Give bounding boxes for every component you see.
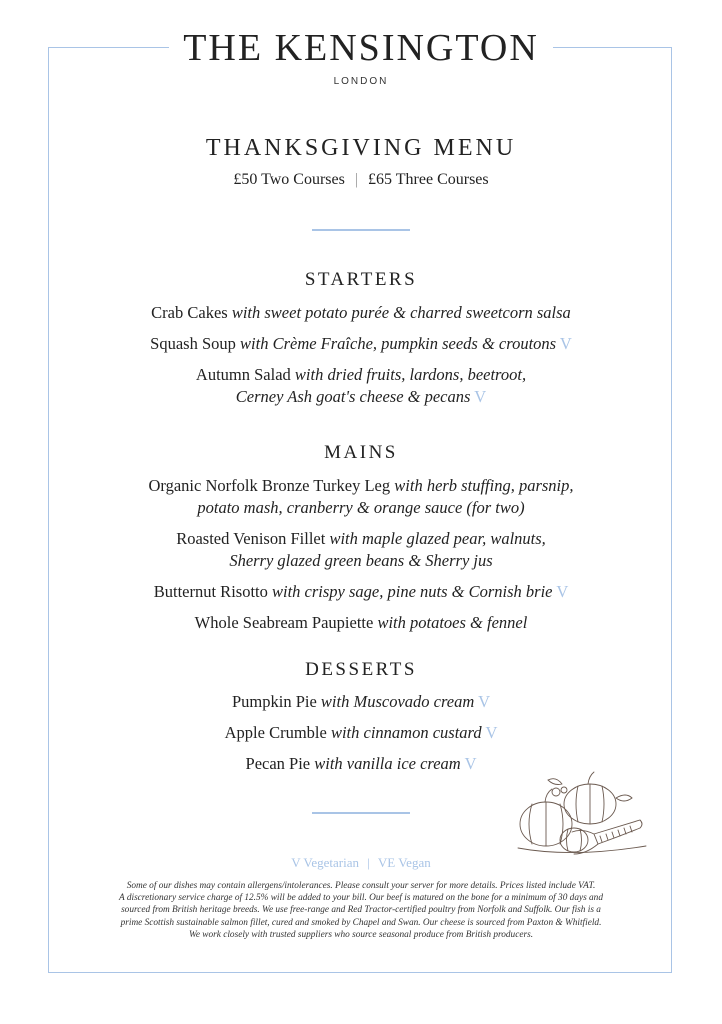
pumpkin-illustration-icon bbox=[512, 762, 652, 862]
dietary-legend bbox=[0, 855, 722, 871]
dish-description-line2: Sherry glazed green beans & Sherry jus bbox=[229, 551, 493, 570]
legend-vegan: VE Vegan bbox=[377, 855, 431, 870]
vegetarian-tag: V bbox=[559, 334, 572, 353]
dish-starter-3 bbox=[0, 364, 722, 408]
vegetarian-tag: V bbox=[474, 387, 487, 406]
brand-name: THE KENSINGTON bbox=[169, 24, 553, 72]
dish-dessert-2 bbox=[0, 722, 722, 744]
dish-dessert-1 bbox=[0, 691, 722, 713]
dish-name: Squash Soup bbox=[150, 334, 236, 353]
dish-description: with maple glazed pear, walnuts, bbox=[329, 529, 546, 548]
vegetarian-tag: V bbox=[556, 582, 569, 601]
dish-name: Butternut Risotto bbox=[153, 582, 268, 601]
dish-description: with Muscovado cream bbox=[320, 692, 475, 711]
dish-description: with cinnamon custard bbox=[330, 723, 482, 742]
vegetarian-tag: V bbox=[464, 754, 477, 773]
dish-main-2 bbox=[0, 528, 722, 572]
legend-separator: | bbox=[367, 855, 370, 870]
brand-city: LONDON bbox=[333, 76, 389, 87]
dish-description: with herb stuffing, parsnip, bbox=[394, 476, 574, 495]
divider-bottom bbox=[312, 812, 410, 814]
divider-top bbox=[312, 229, 410, 231]
section-title-desserts: DESSERTS bbox=[305, 659, 417, 680]
note-line: A discretionary service charge of 12.5% will be added to your bill. Our beef is matured on the bone for a minimum of 30 days and bbox=[119, 893, 603, 904]
vegetarian-tag: V bbox=[485, 723, 498, 742]
dish-description: with sweet potato purée & charred sweetcorn salsa bbox=[231, 303, 571, 322]
note-line: We work closely with trusted suppliers who source seasonal produce from British producers. bbox=[188, 929, 534, 940]
vegetarian-tag: V bbox=[478, 692, 491, 711]
section-title-starters: STARTERS bbox=[304, 269, 418, 290]
price-two-courses: £50 Two Courses bbox=[233, 171, 345, 188]
dish-description: with dried fruits, lardons, beetroot, bbox=[294, 365, 527, 384]
dish-name: Pumpkin Pie bbox=[231, 692, 317, 711]
note-line: Some of our dishes may contain allergens/intolerances. Please consult your server for more details. Prices listed include VAT. bbox=[126, 881, 596, 891]
dish-starter-2 bbox=[0, 333, 722, 355]
dish-description-line2: potato mash, cranberry & orange sauce (for two) bbox=[197, 498, 525, 517]
dish-description: with Crème Fraîche, pumpkin seeds & croutons bbox=[240, 334, 557, 353]
dish-name: Autumn Salad bbox=[195, 365, 291, 384]
menu-prices bbox=[0, 171, 722, 189]
brand-header bbox=[0, 24, 722, 72]
dish-description-line2: Cerney Ash goat's cheese & pecans bbox=[235, 387, 471, 406]
dish-main-3 bbox=[0, 581, 722, 603]
dish-name: Roasted Venison Fillet bbox=[176, 529, 326, 548]
dish-description: with crispy sage, pine nuts & Cornish brie bbox=[272, 582, 553, 601]
dish-name: Organic Norfolk Bronze Turkey Leg bbox=[148, 476, 391, 495]
legend-vegetarian: V Vegetarian bbox=[291, 855, 360, 870]
dish-name: Apple Crumble bbox=[224, 723, 327, 742]
dish-description: with potatoes & fennel bbox=[377, 613, 528, 632]
menu-title: THANKSGIVING MENU bbox=[205, 135, 517, 161]
section-title-mains: MAINS bbox=[324, 442, 398, 463]
dish-name: Whole Seabream Paupiette bbox=[194, 613, 374, 632]
dish-main-4 bbox=[0, 612, 722, 634]
price-three-courses: £65 Three Courses bbox=[368, 171, 489, 188]
dish-name: Crab Cakes bbox=[151, 303, 228, 322]
dish-name: Pecan Pie bbox=[245, 754, 311, 773]
price-separator: | bbox=[354, 171, 359, 188]
dish-main-1 bbox=[0, 475, 722, 519]
note-line: sourced from British heritage breeds. We use free-range and Red Tractor-certified poultry from Norfolk and Suffolk. Our fish is a bbox=[121, 905, 601, 916]
note-line: prime Scottish sustainable salmon fillet, cured and smoked by Chapel and Swan. Our cheese is sourced from Paxton & Whitfield. bbox=[120, 917, 602, 928]
dish-starter-1 bbox=[0, 302, 722, 324]
dish-description: with vanilla ice cream bbox=[314, 754, 461, 773]
allergen-notes bbox=[80, 880, 642, 941]
